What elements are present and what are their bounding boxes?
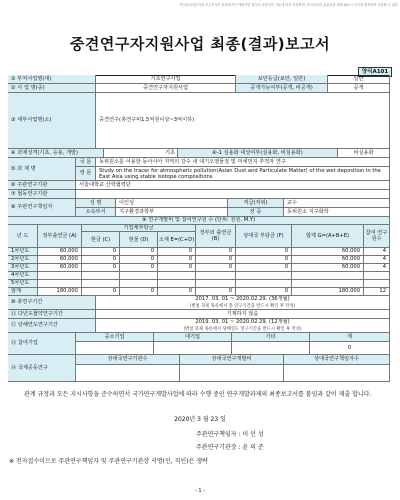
partner-col-sum: 계 (310, 333, 390, 342)
budget-cell-staff (364, 280, 390, 288)
budget-cell-year: 합계 (8, 288, 38, 296)
budget-cell-cash (82, 280, 120, 288)
budget-row (8, 264, 390, 272)
budget-row (8, 272, 390, 280)
budget-cell-other: 0 (236, 256, 292, 264)
col-total: 합계 G=(A+B+E) (292, 225, 364, 248)
english-title: Study on the tracer for atmospheric pollution(Asian Dust and Particulate Matter) of the wet deposition in the East Asia using stable isotope compositions (96, 167, 390, 181)
budget-header-row (8, 225, 390, 248)
total-period-cell (96, 296, 390, 310)
budget-cell-local: 0 (196, 264, 236, 272)
multiyear-value: 기재하지 않음 (96, 310, 390, 319)
intl-col-orgs: 상대국연구기관수 (76, 355, 180, 365)
budget-cell-staff: 4 (364, 248, 390, 256)
budget-cell-gov: 180,000 (38, 288, 82, 296)
budget-cell-staff (364, 272, 390, 280)
coorg-value (76, 190, 390, 199)
col-local: 정부외 출연금 (B) (196, 225, 236, 248)
nature-value: 기초 (104, 149, 178, 158)
coorg-label: ⑦ 협동연구기관 (8, 190, 76, 199)
org-value: 서울대학교 산학협력단 (76, 181, 390, 190)
row-program (8, 84, 390, 93)
budget-cell-other (236, 280, 292, 288)
row-dept (8, 75, 390, 84)
budget-cell-gov: 60,000 (38, 256, 82, 264)
budget-cell-cash (82, 272, 120, 280)
pi-label: ⑧ 주관연구책임자 (8, 199, 76, 217)
intl-val-budget (180, 365, 284, 382)
form-code-badge: 양식A101 (358, 67, 392, 77)
row-multiyear (8, 310, 390, 319)
program-label: ② 사 업 명(중) (8, 84, 96, 93)
korean-title: 동위원소를 이용한 동아시아 지역의 강수 내 대기오염물질 및 미세먼지 추적자 연구 (96, 158, 390, 167)
col-gov: 정부출연금 (A) (38, 225, 82, 248)
budget-cell-staff: 4 (364, 264, 390, 272)
col-inkind: 현물 (D) (120, 232, 158, 248)
budget-cell-inkind: 0 (120, 264, 158, 272)
budget-cell-cash: 0 (82, 248, 120, 256)
budget-cell-gov (38, 272, 82, 280)
budget-cell-local (196, 280, 236, 288)
col-company-group: 기업체부담금 (82, 225, 196, 232)
partner-val-large (154, 342, 232, 355)
col-staff: 참여 연구원수 (364, 225, 390, 248)
partner-val-sum: 0 (310, 342, 390, 355)
budget-cell-local: 0 (196, 248, 236, 256)
budget-cell-gov (38, 280, 82, 288)
budget-cell-year: 4차년도 (8, 272, 38, 280)
row-budget-heading (8, 217, 390, 225)
budget-cell-subtotal: 0 (158, 288, 196, 296)
dept2-label: 소속부서 (76, 208, 116, 217)
budget-heading: ⑨ 연구개발비 및 참여연구원 수 (단위: 천원, M.Y) (8, 217, 390, 225)
intl-label: ⑭ 국제공동연구 (8, 355, 76, 382)
budget-cell-staff: 12 (364, 288, 390, 296)
budget-cell-other: 0 (236, 288, 292, 296)
budget-cell-subtotal: 0 (158, 256, 196, 264)
budget-cell-local: 0 (196, 288, 236, 296)
page-number: - 1 - (195, 488, 205, 494)
budget-cell-total: 180,000 (292, 288, 364, 296)
footnote: ※ 전자접수이므로 주관연구책임자 및 주관연구기관장 서명(인, 직인)은 생략 (9, 458, 208, 465)
subprogram-label: ③ 세부사업명(소) (8, 93, 96, 149)
budget-cell-inkind: 0 (120, 288, 158, 296)
budget-row (8, 248, 390, 256)
budget-cell-cash: 0 (82, 256, 120, 264)
dept-label: ① 부처사업명(대) (8, 75, 96, 84)
open-value: 공개 (328, 84, 390, 93)
budget-cell-gov: 60,000 (38, 264, 82, 272)
security-value: 일반 (328, 75, 390, 84)
budget-cell-gov: 60,000 (38, 248, 82, 256)
budget-row (8, 256, 390, 264)
budget-cell-other: 0 (236, 264, 292, 272)
row-nature (8, 149, 390, 158)
budget-cell-year: 1차년도 (8, 248, 38, 256)
nature-detail-label: ④-1 실용화 대상여부(실용화, 비실용화) (178, 149, 338, 158)
intl-col-budget: 상대국연구개발비 (180, 355, 284, 365)
pi-signature: 주관연구책임자 : 이 인 성 (196, 431, 264, 438)
partner-col-large: 대기업 (154, 333, 232, 342)
row-subprogram (8, 93, 390, 149)
partner-col-other: 기타 (232, 333, 310, 342)
budget-cell-subtotal (158, 280, 196, 288)
budget-cell-total: 60,000 (292, 264, 364, 272)
budget-cell-subtotal (158, 272, 196, 280)
submission-paragraph: 관계 규정과 모든 지시사항을 준수하면서 국가연구개발사업에 따라 수행 중인 연구개발과제의 최종보고서를 붙임과 같이 제출 합니다. (24, 391, 372, 398)
english-label: 영 문 (76, 167, 96, 181)
name-value: 이인성 (116, 199, 228, 208)
this-year-label: ⑫ 당해연도연구기간 (8, 319, 96, 333)
budget-cell-staff: 4 (364, 256, 390, 264)
row-this-year (8, 319, 390, 333)
col-year: 년 도 (8, 225, 38, 248)
page-title: 중견연구자지원사업 최종(결과)보고서 (69, 35, 331, 53)
name-label: 성 명 (76, 199, 116, 208)
multiyear-label: ⑪ 다년도협약연구기간 (8, 310, 96, 319)
org-label: ⑥ 주관연구기관 (8, 181, 76, 190)
budget-cell-year: 2차년도 (8, 256, 38, 264)
budget-cell-other (236, 272, 292, 280)
dept2-value: 지구환경과학부 (116, 208, 228, 217)
budget-cell-subtotal: 0 (158, 248, 196, 256)
nature-label: ④ 과제성격(기초, 응용, 개발) (8, 149, 104, 158)
row-task (8, 158, 390, 181)
security-label: 보안등급(보안, 일반) (236, 75, 328, 84)
row-pi (8, 199, 390, 217)
row-coorg (8, 190, 390, 199)
intl-val-orgs (76, 365, 180, 382)
header-note: 연구관리전문기관 보고서식은 표준화 연구개발사업 범부처 공통서식 기준에 따라 작성하며, 연구관리의 효율성을 위해 필요시 서식을 변경하여 사용할 수 있음 (179, 3, 398, 7)
budget-cell-other: 0 (236, 248, 292, 256)
intl-col-pis: 상대국연구책임자수 (284, 355, 390, 365)
open-label: 공개가능여부(공개, 비공개) (236, 84, 328, 93)
budget-cell-inkind (120, 280, 158, 288)
budget-row (8, 288, 390, 296)
row-org (8, 181, 390, 190)
partner-label: ⑬ 참여기업 (8, 333, 76, 355)
row-total-period (8, 296, 390, 310)
budget-cell-total: 60,000 (292, 256, 364, 264)
budget-cell-subtotal: 0 (158, 264, 196, 272)
this-year-cell (96, 319, 390, 333)
col-cash: 현금 (C) (82, 232, 120, 248)
row-intl (8, 355, 390, 382)
total-period-note: (별첨 과제 목록에서 총 연구기간을 반드시 확인 후 작성) (189, 303, 296, 309)
major-label: 전 공 (228, 208, 284, 217)
col-subtotal: 소계 E=(C+D) (158, 232, 196, 248)
budget-cell-year: 5차년도 (8, 280, 38, 288)
budget-cell-local: 0 (196, 256, 236, 264)
position-label: 직급(직위) (228, 199, 284, 208)
budget-cell-cash: 0 (82, 288, 120, 296)
partner-val-other (232, 342, 310, 355)
budget-cell-year: 3차년도 (8, 264, 38, 272)
korean-label: 국 문 (76, 158, 96, 167)
partner-val-sme (76, 342, 154, 355)
head-signature: 주관연구기관장 : 윤 의 준 (196, 444, 264, 451)
partner-col-sme: 중소기업 (76, 333, 154, 342)
budget-cell-inkind: 0 (120, 256, 158, 264)
position-value: 교수 (284, 199, 390, 208)
budget-cell-inkind (120, 272, 158, 280)
this-year-value: 2019. 03. 01 ~ 2020.02.29. (12개월) (195, 319, 290, 325)
intl-val-pis (284, 365, 390, 382)
task-label: ⑤ 과 제 명 (8, 158, 76, 181)
budget-cell-total (292, 272, 364, 280)
budget-cell-cash: 0 (82, 264, 120, 272)
row-partner (8, 333, 390, 355)
major-value: 동위원소 지구화학 (284, 208, 390, 217)
dept-value: 기초연구사업 (96, 75, 236, 84)
subprogram-value: 중견연구(총연구비1.5억원이상~3억이하) (96, 93, 390, 149)
budget-cell-total: 60,000 (292, 248, 364, 256)
program-value: 중견연구자지원사업 (96, 84, 236, 93)
col-other: 상대국 부담금 (F) (236, 225, 292, 248)
total-period-label: ⑩ 총연구기간 (8, 296, 96, 310)
budget-cell-inkind: 0 (120, 248, 158, 256)
nature-detail-value: 비실용화 (338, 149, 390, 158)
this-year-note: (별첨 과제 목록에서 당해연도 연구기간을 반드시 확인 후 작성) (183, 326, 302, 332)
submission-date: 2020년 3 월 23 일 (174, 416, 226, 423)
budget-cell-local (196, 272, 236, 280)
budget-cell-total (292, 280, 364, 288)
budget-row (8, 280, 390, 288)
total-period-value: 2017. 03. 01 ~ 2020.02.29. (36개월) (195, 296, 290, 302)
